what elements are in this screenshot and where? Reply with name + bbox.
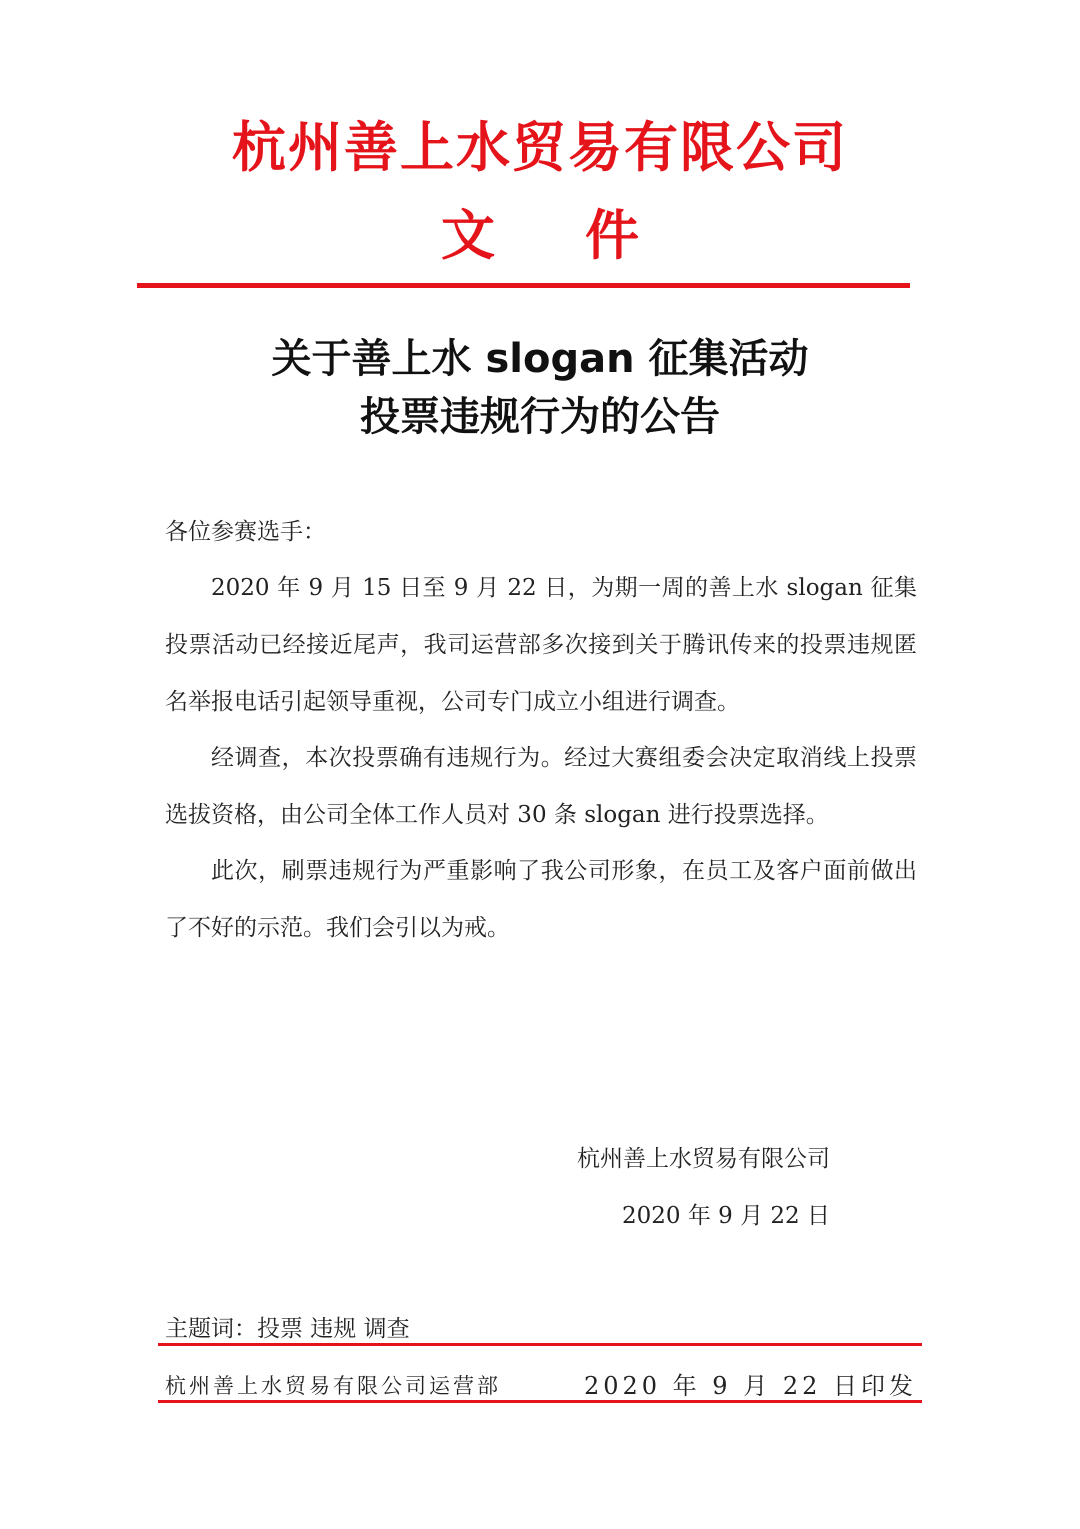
issuing-department: 杭州善上水贸易有限公司运营部 [165, 1374, 501, 1398]
document-label-char-1: 文 [441, 203, 495, 267]
footer-divider-top [158, 1343, 922, 1346]
body-paragraph-3: 此次，刷票违规行为严重影响了我公司形象，在员工及客户面前做出了不好的示范。我们会引以为戒。 [165, 858, 917, 941]
notice-title-line-1: 关于善上水 slogan 征集活动 [271, 336, 809, 382]
body-paragraph-2: 经调查，本次投票确有违规行为。经过大赛组委会决定取消线上投票选拔资格，由公司全体工作人员对 30 条 slogan 进行投票选择。 [165, 745, 917, 828]
footer-divider-bottom [158, 1400, 922, 1403]
issue-date: 2020 年 9 月 22 日印发 [583, 1372, 917, 1400]
signature-company: 杭州善上水贸易有限公司 [577, 1146, 830, 1172]
subject-keywords: 主题词：投票 违规 调查 [165, 1316, 410, 1342]
company-header: 杭州善上水贸易有限公司 [232, 115, 848, 179]
signature-date: 2020 年 9 月 22 日 [622, 1203, 830, 1229]
document-label [0, 200, 1080, 270]
body-paragraph-1: 2020 年 9 月 15 日至 9 月 22 日，为期一周的善上水 slogan 征集投票活动已经接近尾声，我司运营部多次接到关于腾讯传来的投票违规匿名举报电话引起领导重视，公司专门成立小组进行调查。 [165, 575, 917, 715]
notice-title-line-2: 投票违规行为的公告 [360, 394, 720, 440]
document-label-char-2: 件 [585, 203, 639, 267]
salutation: 各位参赛选手： [165, 519, 326, 545]
notice-title [0, 330, 1080, 446]
header-divider [137, 283, 910, 288]
